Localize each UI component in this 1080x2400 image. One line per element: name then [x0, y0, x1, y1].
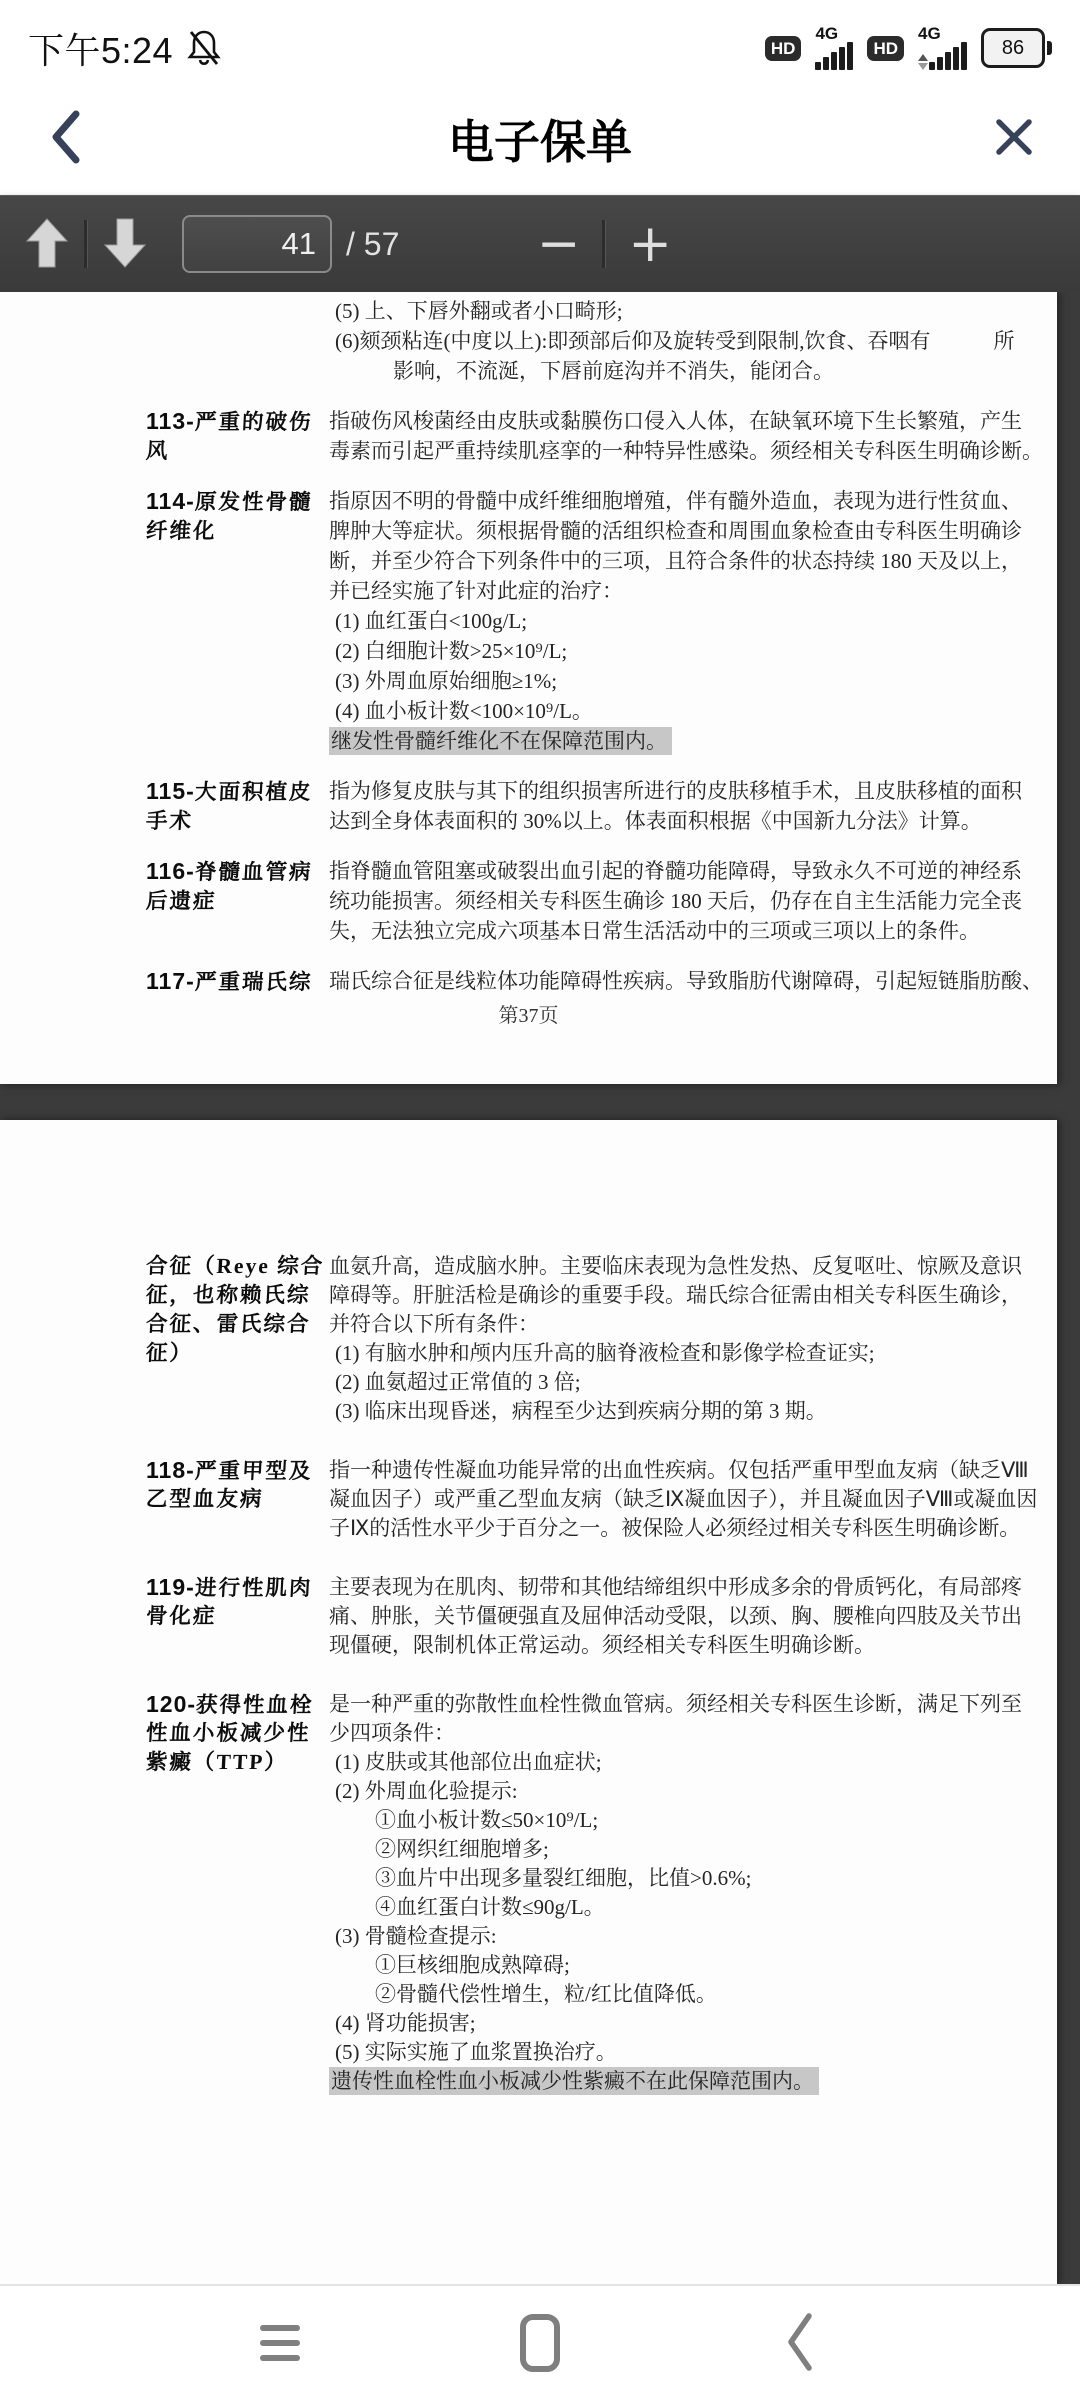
- doc-line: ①血小板计数≤50×10⁹/L;: [375, 1808, 599, 1832]
- recents-button[interactable]: [235, 2298, 325, 2388]
- item-number: 114-: [146, 488, 195, 514]
- item-heading: [146, 1573, 329, 1660]
- definition-item: [0, 1573, 1057, 1660]
- item-heading: [146, 1252, 329, 1426]
- definition-item: [0, 1252, 1057, 1426]
- network-activity-arrows: [918, 54, 928, 70]
- item-definition-text: [329, 406, 1057, 466]
- doc-line: (2) 外周血化验提示:: [335, 1779, 518, 1803]
- signal-strength-icon-sim1: 4G: [815, 26, 853, 70]
- next-page-button[interactable]: [98, 214, 152, 274]
- doc-line: 痛、肿胀，关节僵硬强直及屈伸活动受限，以颈、胸、腰椎向四肢及关节出: [329, 1604, 1022, 1628]
- doc-line: 指一种遗传性凝血功能异常的出血性疾病。仅包括严重甲型血友病（缺乏Ⅷ: [329, 1458, 1029, 1482]
- pdf-page-38: [0, 1120, 1057, 2284]
- item-heading: [146, 776, 329, 836]
- doc-line: (4) 肾功能损害;: [335, 2011, 476, 2035]
- item-number: 117-: [146, 968, 195, 994]
- pdf-viewer-scroll-area[interactable]: [0, 292, 1080, 2284]
- item-definition-text: [329, 776, 1057, 836]
- system-navigation-bar: [0, 2284, 1080, 2400]
- doc-line: 并已经实施了针对此症的治疗：: [329, 579, 623, 603]
- home-icon: [520, 2314, 560, 2372]
- item-number: 119-: [146, 1574, 195, 1600]
- item-title-line: 征，也称赖氏综: [145, 1283, 312, 1307]
- notifications-muted-icon: [187, 29, 221, 67]
- doc-line: (5) 上、下唇外翻或者小口畸形;: [335, 299, 623, 323]
- item-title-line: 纤维化: [145, 519, 218, 543]
- exclusion-highlight-line: 遗传性血栓性血小板减少性紫癜不在此保障范围内。: [329, 2067, 1057, 2096]
- zoom-controls: [521, 214, 688, 274]
- battery-icon: [981, 28, 1052, 68]
- app-header: [0, 82, 1080, 195]
- toolbar-divider: [84, 220, 88, 268]
- clock: 下午5:24: [28, 29, 174, 71]
- doc-line: 影响，不流涎，下唇前庭沟并不消失，能闭合。: [393, 359, 834, 383]
- pdf-toolbar: [0, 195, 1080, 292]
- doc-line: (6)颏颈粘连(中度以上):即颈部后仰及旋转受到限制,饮食、吞咽有 所: [335, 329, 1015, 353]
- toolbar-divider: [602, 220, 606, 268]
- back-button[interactable]: [36, 104, 96, 174]
- definition-item: [0, 776, 1057, 836]
- item-title-line: 风: [145, 439, 171, 463]
- doc-line: ④血红蛋白计数≤90g/L。: [375, 1895, 605, 1919]
- item-number: 120-: [146, 1691, 197, 1717]
- item-definition-text: [329, 856, 1057, 946]
- chevron-back-icon: [785, 2311, 815, 2376]
- item-definition-text: [329, 486, 1057, 756]
- item-title-line: 紫癜（TTP）: [145, 1750, 289, 1774]
- doc-line: 现僵硬，限制机体正常运动。须经相关专科医生明确诊断。: [329, 1633, 875, 1657]
- page-title: 电子保单: [448, 115, 632, 168]
- item-definition-text: [329, 1690, 1057, 2096]
- item-title-line: 进行性肌肉: [194, 1576, 313, 1600]
- doc-line: 脾肿大等症状。须根据骨髓的活组织检查和周围血象检查由专科医生明确诊: [329, 519, 1022, 543]
- item-number: 115-: [146, 778, 195, 804]
- arrow-down-icon: [102, 217, 148, 272]
- item-definition-text: [329, 296, 1057, 386]
- item-title-line: 脊髓血管病: [194, 860, 313, 884]
- doc-line: 失，无法独立完成六项基本日常生活活动中的三项或三项以上的条件。: [329, 919, 980, 943]
- item-heading: [146, 296, 329, 386]
- close-icon: [993, 116, 1035, 161]
- doc-line: 是一种严重的弥散性血栓性微血管病。须经相关专科医生诊断，满足下列至: [329, 1692, 1022, 1716]
- pdf-page-37: [0, 292, 1057, 1084]
- doc-line: 指破伤风梭菌经由皮肤或黏膜伤口侵入人体，在缺氧环境下生长繁殖，产生: [329, 409, 1022, 433]
- item-title-line: 手术: [145, 809, 194, 833]
- doc-line: 子Ⅸ的活性水平少于百分之一。被保险人必须经过相关专科医生明确诊断。: [329, 1516, 1021, 1540]
- doc-line: 凝血因子）或严重乙型血友病（缺乏Ⅸ凝血因子），并且凝血因子Ⅷ或凝血因: [329, 1487, 1038, 1511]
- doc-line: 毒素而引起严重持续肌痉挛的一种特异性感染。须经相关专科医生明确诊断。: [329, 439, 1043, 463]
- item-title-line: 原发性骨髓: [194, 490, 313, 514]
- signal-strength-icon-sim2: 4G: [918, 26, 967, 70]
- item-definition-text: [329, 1252, 1057, 1426]
- volte-hd-icon: HD: [765, 36, 802, 61]
- battery-percent: 86: [981, 28, 1045, 68]
- item-number: 118-: [146, 1457, 195, 1483]
- system-back-button[interactable]: [755, 2298, 845, 2388]
- zoom-out-button[interactable]: −: [521, 218, 597, 270]
- item-title-line: 性血小板减少性: [145, 1721, 312, 1745]
- close-button[interactable]: [984, 104, 1044, 174]
- page-number-input[interactable]: [182, 215, 332, 273]
- doc-line: (2) 血氨超过正常值的 3 倍;: [335, 1370, 581, 1394]
- doc-line: 血氨升高，造成脑水肿。主要临床表现为急性发热、反复呕吐、惊厥及意识: [329, 1254, 1022, 1278]
- item-title-line: 骨化症: [145, 1604, 218, 1628]
- home-button[interactable]: [495, 2298, 585, 2388]
- item-title-line: 严重的破伤: [194, 410, 313, 434]
- item-title-line: 严重瑞氏综: [194, 970, 313, 994]
- doc-line: ②网织红细胞增多;: [375, 1837, 549, 1861]
- doc-line: (3) 外周血原始细胞≥1%;: [335, 669, 558, 693]
- item-number: 113-: [146, 408, 195, 434]
- item-heading: [146, 486, 329, 756]
- status-bar: [0, 0, 1080, 82]
- exclusion-highlight-line: 继发性骨髓纤维化不在保障范围内。: [329, 726, 1057, 756]
- definition-item: [0, 1456, 1057, 1543]
- doc-line: (5) 实际实施了血浆置换治疗。: [335, 2040, 617, 2064]
- zoom-in-button[interactable]: +: [612, 218, 688, 270]
- item-title-line: 后遗症: [145, 889, 218, 913]
- recents-menu-icon: [260, 2325, 300, 2361]
- item-title-line: 大面积植皮: [194, 780, 313, 804]
- doc-line: 指脊髓血管阻塞或破裂出血引起的脊髓功能障碍，导致永久不可逆的神经系: [329, 859, 1022, 883]
- item-title-line: 严重甲型及: [194, 1459, 313, 1483]
- doc-line: 统功能损害。须经相关专科医生确诊 180 天后，仍存在自主生活能力完全丧: [329, 889, 1022, 913]
- doc-line: 并符合以下所有条件：: [329, 1312, 539, 1336]
- doc-line: 瑞氏综合征是线粒体功能障碍性疾病。导致脂肪代谢障碍，引起短链脂肪酸、: [329, 969, 1043, 993]
- item-title-line: 获得性血栓: [195, 1693, 315, 1717]
- item-heading: [146, 1456, 329, 1543]
- item-definition-text: [329, 966, 1057, 996]
- doc-line: ②骨髓代偿性增生，粒/红比值降低。: [375, 1982, 717, 2006]
- doc-line: (1) 血红蛋白<100g/L;: [335, 609, 528, 633]
- item-title-line: 合征（Reye 综合: [145, 1254, 325, 1278]
- item-number: 116-: [146, 858, 195, 884]
- definition-item: [0, 856, 1057, 946]
- item-title-line: 合征、雷氏综合: [145, 1312, 312, 1336]
- doc-line: ①巨核细胞成熟障碍;: [375, 1953, 570, 1977]
- page-total-label: / 57: [346, 225, 400, 262]
- doc-line: (1) 皮肤或其他部位出血症状;: [335, 1750, 602, 1774]
- item-heading: [146, 406, 329, 466]
- page-number-footer: 第37页: [498, 1005, 559, 1027]
- item-title-line: 乙型血友病: [145, 1487, 265, 1511]
- doc-line: 指原因不明的骨髓中成纤维细胞增殖，伴有髓外造血，表现为进行性贫血、: [329, 489, 1022, 513]
- item-definition-text: [329, 1456, 1057, 1543]
- item-heading: [146, 966, 329, 996]
- definition-item: [0, 406, 1057, 466]
- doc-line: 主要表现为在肌肉、韧带和其他结缔组织中形成多余的骨质钙化，有局部疼: [329, 1575, 1022, 1599]
- doc-line: 断，并至少符合下列条件中的三项，且符合条件的状态持续 180 天及以上，: [329, 549, 1022, 573]
- definition-item: [0, 296, 1057, 386]
- doc-line: ③血片中出现多量裂红细胞，比值>0.6%;: [375, 1866, 752, 1890]
- doc-line: 指为修复皮肤与其下的组织损害所进行的皮肤移植手术，且皮肤移植的面积: [329, 779, 1022, 803]
- doc-line: 达到全身体表面积的 30%以上。体表面积根据《中国新九分法》计算。: [329, 809, 982, 833]
- definition-item: [0, 486, 1057, 756]
- doc-line: (2) 白细胞计数>25×10⁹/L;: [335, 639, 568, 663]
- arrow-up-icon: [24, 217, 70, 272]
- doc-line: 少四项条件：: [329, 1721, 455, 1745]
- item-heading: [146, 1690, 329, 2096]
- doc-line: 障碍等。肝脏活检是确诊的重要手段。瑞氏综合征需由相关专科医生确诊，: [329, 1283, 1022, 1307]
- status-icons: [765, 26, 1052, 70]
- previous-page-button[interactable]: [20, 214, 74, 274]
- definition-item: [0, 1690, 1057, 2096]
- doc-line: (4) 血小板计数<100×10⁹/L。: [335, 699, 593, 723]
- item-heading: [146, 856, 329, 946]
- item-title-line: 征）: [145, 1341, 194, 1365]
- definition-item: [0, 966, 1057, 996]
- doc-line: (3) 骨髓检查提示:: [335, 1924, 497, 1948]
- doc-line: (3) 临床出现昏迷，病程至少达到疾病分期的第 3 期。: [335, 1399, 827, 1423]
- doc-line: (1) 有脑水肿和颅内压升高的脑脊液检查和影像学检查证实;: [335, 1341, 875, 1365]
- item-definition-text: [329, 1573, 1057, 1660]
- chevron-left-icon: [48, 108, 84, 169]
- volte-hd-icon: HD: [867, 36, 904, 61]
